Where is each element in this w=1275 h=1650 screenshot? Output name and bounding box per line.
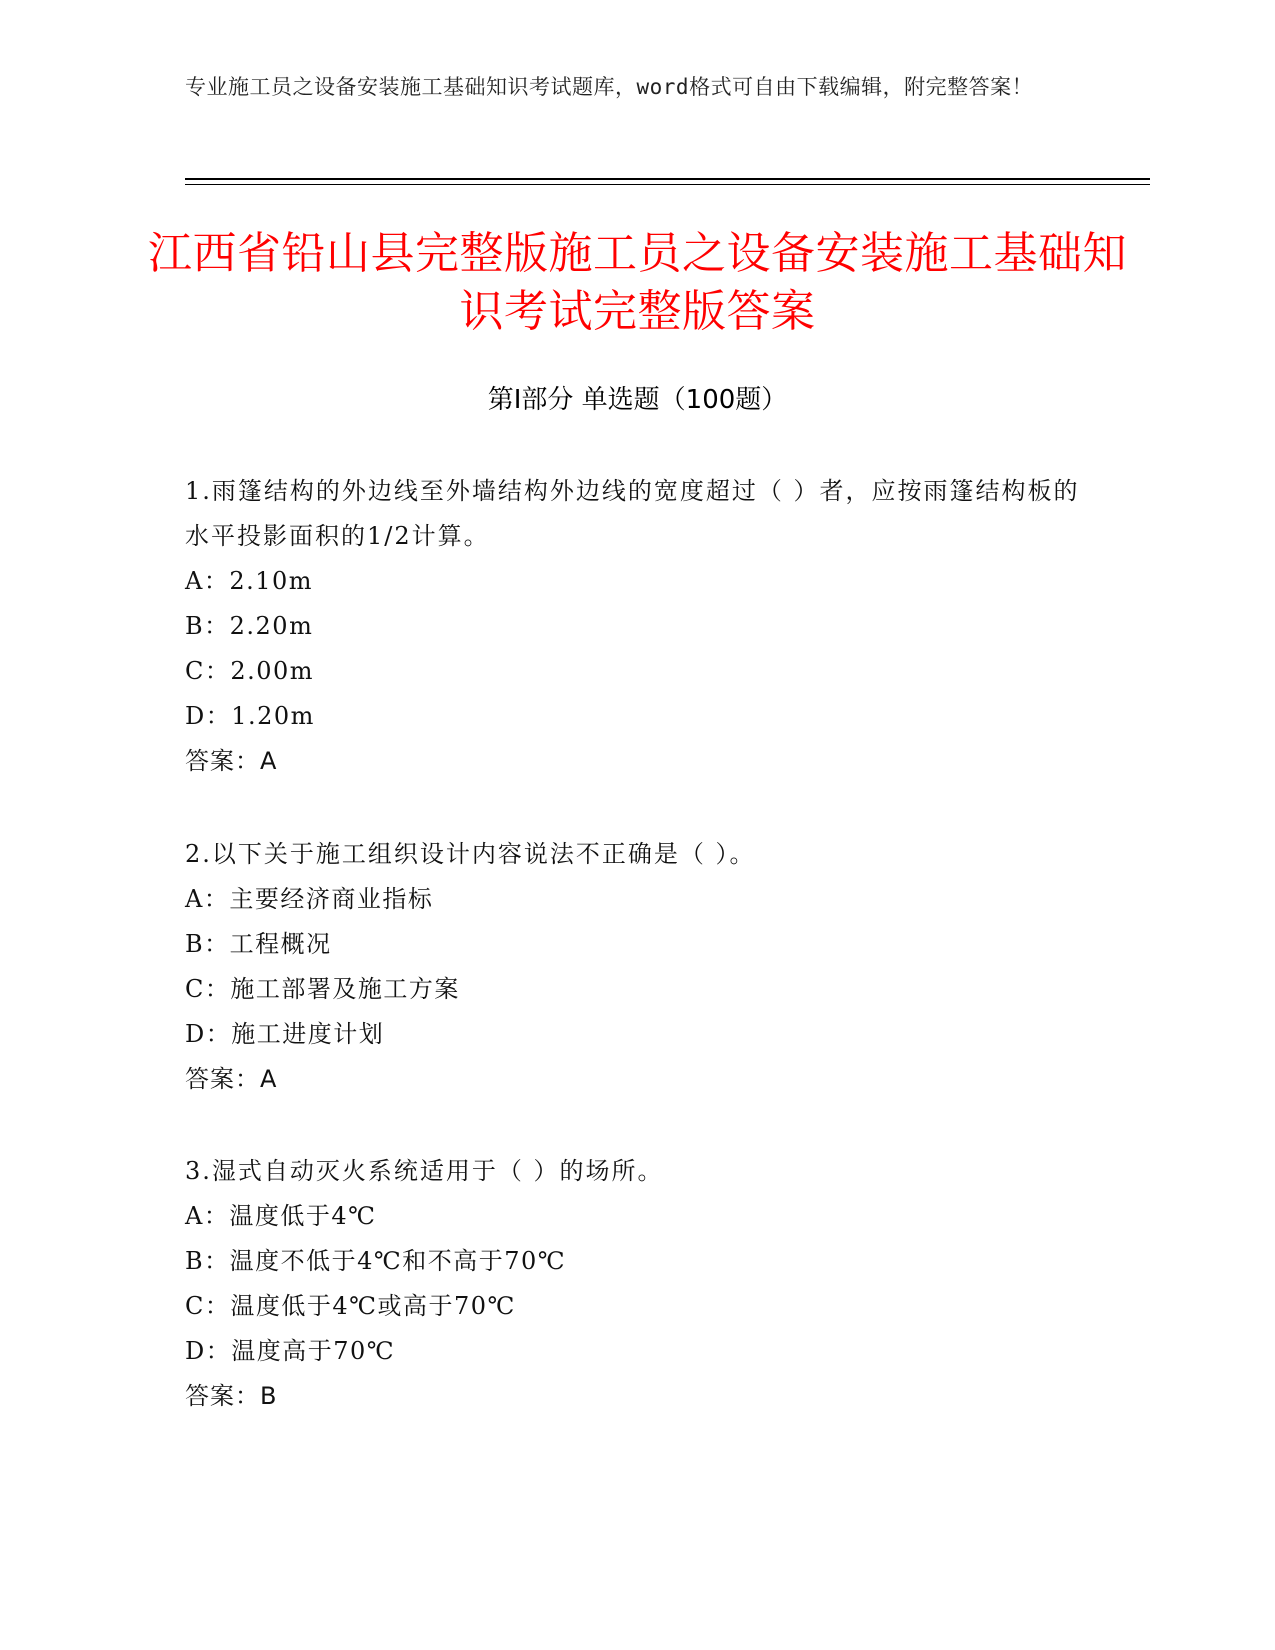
header-note: 专业施工员之设备安装施工基础知识考试题库，word格式可自由下载编辑，附完整答案！ bbox=[185, 75, 1034, 99]
question-1 bbox=[185, 469, 1085, 784]
question-stem: 3.湿式自动灭火系统适用于（ ）的场所。 bbox=[185, 1157, 664, 1185]
document-title: 江西省铅山县完整版施工员之设备安装施工基础知识考试完整版答案 bbox=[148, 228, 1127, 337]
answer: 答案：A bbox=[185, 747, 278, 775]
question-stem: 1.雨篷结构的外边线至外墙结构外边线的宽度超过（ ）者，应按雨篷结构板的水平投影面积的1/2计算。 bbox=[185, 477, 1080, 550]
answer: 答案：A bbox=[185, 1065, 278, 1093]
option-d: D：1.20m bbox=[185, 702, 315, 730]
option-b: B：2.20m bbox=[185, 612, 314, 640]
option-b: B：工程概况 bbox=[185, 930, 332, 958]
option-d: D：施工进度计划 bbox=[185, 1020, 385, 1048]
header-rule-thin bbox=[185, 184, 1150, 185]
option-a: A：温度低于4℃ bbox=[185, 1202, 377, 1230]
section-title: 第I部分 单选题（100题） bbox=[487, 385, 788, 415]
option-a: A：2.10m bbox=[185, 567, 314, 595]
option-c: C：温度低于4℃或高于70℃ bbox=[185, 1292, 516, 1320]
option-d: D：温度高于70℃ bbox=[185, 1337, 396, 1365]
option-c: C：2.00m bbox=[185, 657, 315, 685]
question-stem: 2.以下关于施工组织设计内容说法不正确是（ ）。 bbox=[185, 840, 756, 868]
question-3 bbox=[185, 1149, 1085, 1419]
option-c: C：施工部署及施工方案 bbox=[185, 975, 460, 1003]
option-b: B：温度不低于4℃和不高于70℃ bbox=[185, 1247, 567, 1275]
header-rule-thick bbox=[185, 178, 1150, 180]
question-2 bbox=[185, 832, 1085, 1102]
option-a: A：主要经济商业指标 bbox=[185, 885, 434, 913]
answer: 答案：B bbox=[185, 1382, 278, 1410]
